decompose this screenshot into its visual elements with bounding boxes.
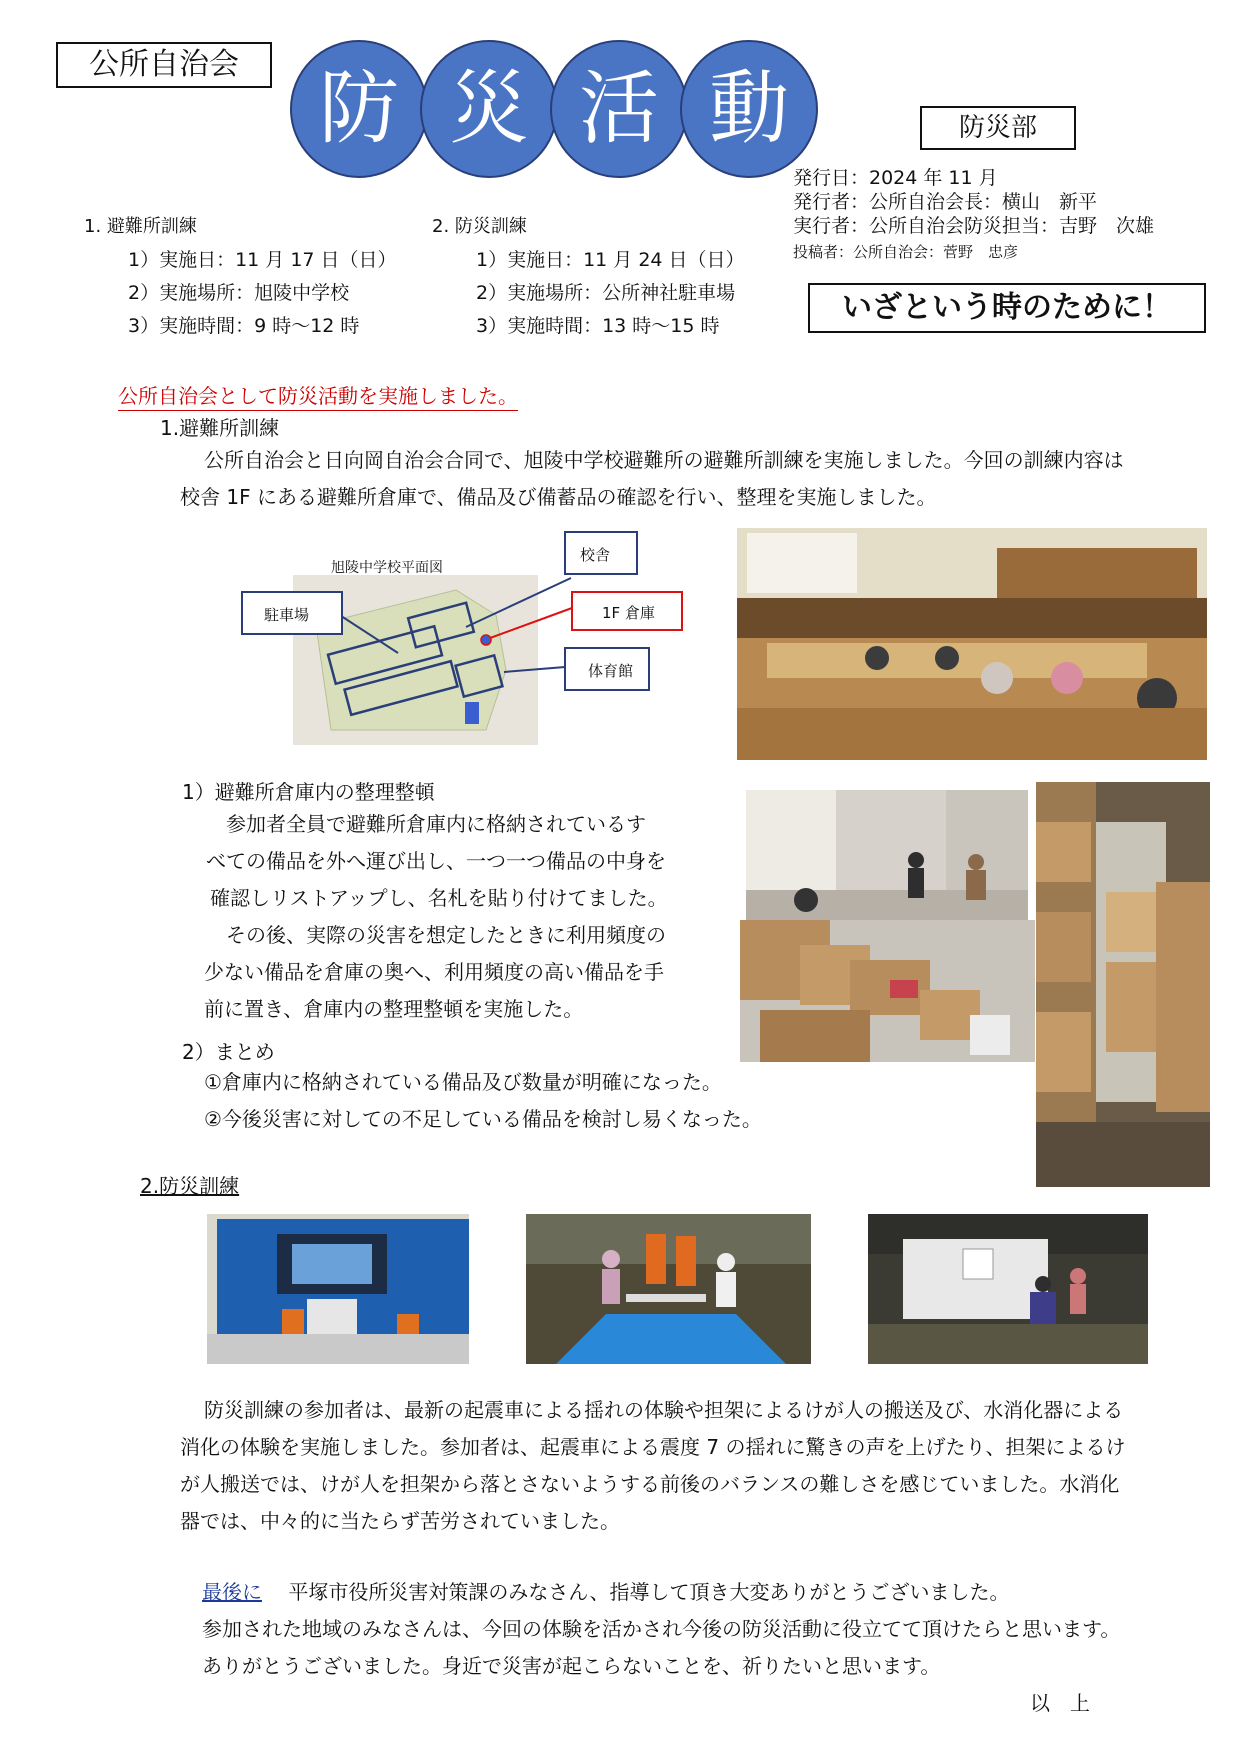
storage-room-photo-drawing bbox=[1036, 782, 1210, 1187]
school-map-figure bbox=[236, 530, 746, 750]
section2-line: 消化の体験を実施しました。参加者は、起震車による震度 7 の揺れに驚きの声を上げたり、担架によるけ bbox=[180, 1435, 1126, 1459]
sub1-line: 前に置き、倉庫内の整理整頓を実施した。 bbox=[204, 997, 584, 1021]
section1-intro-line: 公所自治会と日向岡自治会合同で、旭陵中学校避難所の避難所訓練を実施しました。今回の訓練内容は bbox=[204, 448, 1124, 472]
corridor-photo-drawing bbox=[746, 790, 1028, 930]
dept-tag: 防災部 bbox=[920, 106, 1076, 150]
storage-marker bbox=[481, 635, 491, 645]
map-label-school: 校舎 bbox=[580, 546, 611, 564]
executor: 実行者：公所自治会防災担当：吉野 次雄 bbox=[793, 215, 1155, 237]
org-tag: 公所自治会 bbox=[56, 42, 272, 88]
boxes-photo-drawing bbox=[740, 920, 1035, 1062]
schedule-1-item: 1）実施日：11 月 17 日（日） bbox=[128, 249, 397, 271]
sub1-line: その後、実際の災害を想定したときに利用頻度の bbox=[226, 923, 666, 947]
section2-title: 2.防災訓練 bbox=[140, 1174, 240, 1198]
classroom-photo-drawing bbox=[737, 528, 1207, 760]
contributor: 投稿者：公所自治会：菅野 忠彦 bbox=[793, 243, 1019, 261]
boxes-photo bbox=[740, 920, 1035, 1062]
title-char-1: 防 bbox=[290, 40, 428, 178]
map-caption: 旭陵中学校平面図 bbox=[331, 560, 443, 576]
sub2-line: ①倉庫内に格納されている備品及び数量が明確になった。 bbox=[204, 1070, 722, 1094]
sub1-line: 確認しリストアップし、名札を貼り付けてました。 bbox=[210, 886, 668, 910]
slogan: いざという時のために！ bbox=[808, 283, 1206, 333]
quake-truck-photo-drawing bbox=[207, 1214, 469, 1364]
schedule-1-item: 3）実施時間：9 時～12 時 bbox=[128, 315, 360, 337]
closing-line: ありがとうございました。身近で災害が起こらないことを、祈りたいと思います。 bbox=[202, 1654, 941, 1678]
map-label-storage: 1F 倉庫 bbox=[602, 604, 655, 622]
title-char-3: 活 bbox=[550, 40, 688, 178]
end-mark: 以 上 bbox=[1030, 1691, 1090, 1715]
schedule-2-item: 3）実施時間：13 時～15 時 bbox=[476, 315, 720, 337]
sub1-title: 1）避難所倉庫内の整理整頓 bbox=[182, 780, 435, 804]
closing-text: 平塚市役所災害対策課のみなさん、指導して頂き大変ありがとうございました。 bbox=[288, 1580, 1010, 1604]
section1-title: 1.避難所訓練 bbox=[160, 416, 280, 440]
sub1-line: 少ない備品を倉庫の奥へ、利用頻度の高い備品を手 bbox=[204, 960, 664, 984]
extinguisher-photo-drawing bbox=[868, 1214, 1148, 1364]
sub2-title: 2）まとめ bbox=[182, 1040, 275, 1064]
section2-line: 防災訓練の参加者は、最新の起震車による揺れの体験や担架によるけが人の搬送及び、水消化器による bbox=[204, 1398, 1124, 1422]
closing-line: 参加された地域のみなさんは、今回の体験を活かされ今後の防災活動に役立てて頂けたらと思います。 bbox=[202, 1617, 1121, 1641]
pool-block bbox=[465, 702, 479, 724]
schedule-2-title: 2. 防災訓練 bbox=[432, 216, 527, 237]
report-heading: 公所自治会として防災活動を実施しました。 bbox=[118, 380, 518, 411]
quake-truck-photo bbox=[207, 1214, 469, 1364]
sub1-line: べての備品を外へ運び出し、一つ一つ備品の中身を bbox=[206, 849, 666, 873]
sub1-line: 参加者全員で避難所倉庫内に格納されているす bbox=[226, 812, 646, 836]
corridor-photo bbox=[746, 790, 1028, 930]
map-label-gym: 体育館 bbox=[588, 662, 634, 680]
closing-label: 最後に bbox=[202, 1580, 262, 1604]
map-label-parking: 駐車場 bbox=[264, 606, 310, 624]
section2-line: が人搬送では、けが人を担架から落とさないようする前後のバランスの難しさを感じていました。水消化 bbox=[180, 1472, 1120, 1496]
section2-line: 器では、中々的に当たらず苦労されていました。 bbox=[180, 1509, 620, 1533]
issue-date: 発行日：2024 年 11 月 bbox=[793, 167, 998, 189]
closing-line-1 bbox=[202, 1574, 1010, 1611]
schedule-1-item: 2）実施場所：旭陵中学校 bbox=[128, 282, 350, 304]
section1-intro-line: 校舎 1F にある避難所倉庫で、備品及び備蓄品の確認を行い、整理を実施しました。 bbox=[180, 485, 937, 509]
extinguisher-photo bbox=[868, 1214, 1148, 1364]
storage-room-photo bbox=[1036, 782, 1210, 1187]
publisher: 発行者：公所自治会長：横山 新平 bbox=[793, 191, 1098, 213]
title-char-2: 災 bbox=[420, 40, 558, 178]
stretcher-photo bbox=[526, 1214, 811, 1364]
classroom-photo bbox=[737, 528, 1207, 760]
schedule-2-item: 2）実施場所：公所神社駐車場 bbox=[476, 282, 736, 304]
stretcher-photo-drawing bbox=[526, 1214, 811, 1364]
schedule-1-title: 1. 避難所訓練 bbox=[84, 216, 197, 237]
sub2-line: ②今後災害に対しての不足している備品を検討し易くなった。 bbox=[204, 1107, 762, 1131]
title-char-4: 動 bbox=[680, 40, 818, 178]
schedule-2-item: 1）実施日：11 月 24 日（日） bbox=[476, 249, 745, 271]
school-map-drawing bbox=[236, 530, 746, 750]
